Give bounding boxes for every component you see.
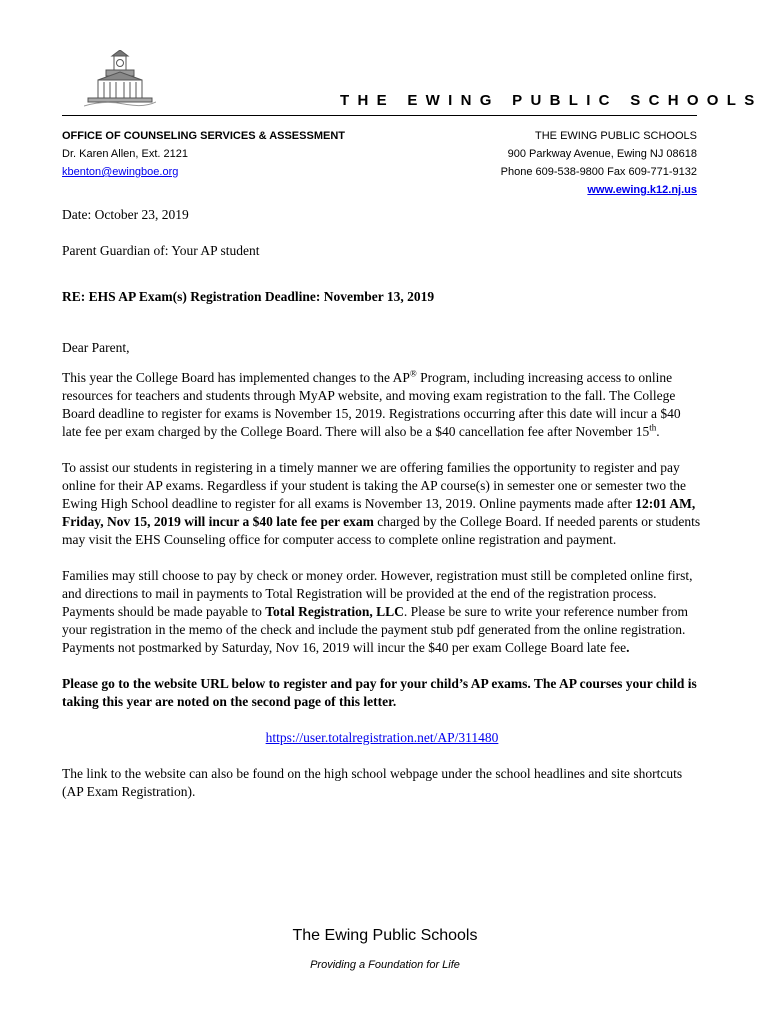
school-building-logo-icon [84,50,156,108]
p3-text-a: Families may still choose to pay by check or money order. However, registration must still be completed online first, and directions to mail in payments to Total Registration will be provided at the end of the registration process. Payments should be made payable to [62,567,693,620]
letter-recipient: Parent Guardian of: Your AP student [62,243,260,259]
letter-body [62,206,702,819]
district-website-link[interactable]: www.ewing.k12.nj.us [587,184,697,196]
p2-text-a: To assist our students in registering in a timely manner we are offering families the opportunity to register and pay online for their AP exams. Regardless if your student is taking the AP course(s) in semester one or semester two the Ewing High School deadline to register for all exams is November 13, 2019. Online payments made after [62,459,686,512]
letter-subject: RE: EHS AP Exam(s) Registration Deadline: November 13, 2019 [62,289,435,305]
letter-date: Date: October 23, 2019 [62,207,189,222]
letter-salutation: Dear Parent, [62,339,130,355]
p2-text-b: charged by the College Board. If needed parents or students may visit the EHS Counseling office for computer access to complete online registration and payment. [62,514,701,548]
registration-url-link[interactable]: https://user.totalregistration.net/AP/311480 [265,730,499,746]
office-contact-block [62,127,345,181]
phone-fax: Phone 609-538-9800 Fax 609-771-9132 [500,166,697,178]
payee-name: Total Registration, LLC [265,604,404,620]
paragraph-website-note: The link to the website can also be found on the high school webpage under the school headlines and site shortcuts (AP Exam Registration). [62,766,683,800]
paragraph-check-payment [62,567,702,658]
p3-text-b: . Please be sure to write your reference number from your registration in the memo of the check and include the payment stub pdf generated from the online registration. Payments not postmarked by Saturday, Nov 16, 2019 will incur the $40 per exam College Board late fee [62,604,688,656]
paragraph-online-registration [62,459,702,550]
late-fee-notice: 12:01 AM, Friday, Nov 15, 2019 will incur a $40 late fee per exam [62,496,696,530]
paragraph-ap-changes [62,369,702,442]
contact-email-link[interactable]: kbenton@ewingboe.org [62,166,179,178]
p1-text-c: . [656,424,660,440]
district-name-heading: THE EWING PUBLIC SCHOOLS [340,92,763,109]
paragraph-register-instruction: Please go to the website URL below to register and pay for your child’s AP exams. The AP courses your child is taking this year are noted on the second page of this letter. [62,675,697,709]
org-name: THE EWING PUBLIC SCHOOLS [535,130,697,142]
contact-person: Dr. Karen Allen, Ext. 2121 [62,148,188,160]
district-address-block [501,127,697,199]
registration-url-line [62,729,702,747]
footer-district-name: The Ewing Public Schools [292,927,478,944]
p1-text-b: Program, including increasing access to online resources for teachers and students through MyAP website, and moving exam registration to the fall. The College Board deadline to register for exams is November 15, 2019. Registrations occurring after this date will incur a $40 late fee per exam charged by the College Board. There will also be a $40 cancellation fee after November 15 [62,369,681,440]
ordinal-suffix: th [649,422,657,433]
street-address: 900 Parkway Avenue, Ewing NJ 08618 [507,148,697,160]
p3-period: . [626,640,630,656]
footer-tagline: Providing a Foundation for Life [310,959,460,971]
office-name: OFFICE OF COUNSELING SERVICES & ASSESSMENT [62,130,345,142]
registered-mark: ® [409,368,417,379]
p1-text-a: This year the College Board has implemented changes to the AP [62,369,410,385]
header-divider [62,115,697,116]
